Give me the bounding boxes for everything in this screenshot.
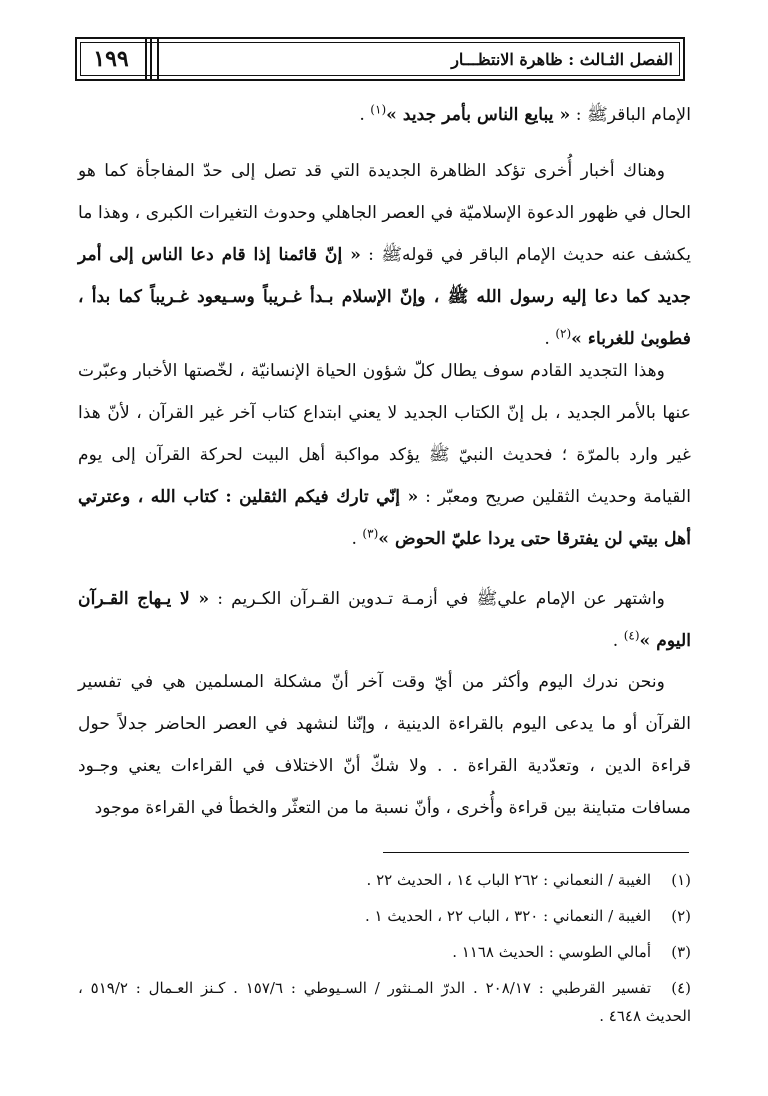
paragraph-text: . <box>351 529 363 549</box>
paragraph-text: . <box>359 105 371 125</box>
footnote-number: (٤) <box>671 979 692 997</box>
footnote-separator <box>383 852 689 853</box>
paragraph-text: واشتهر عن الإمام عليﷺ في أزمـة تـدوين القـرآن الكـريم : <box>209 589 665 609</box>
footnote <box>78 938 691 966</box>
footnote-ref[interactable]: (١) <box>370 102 387 117</box>
footnote-ref[interactable]: (٢) <box>555 326 572 341</box>
footnote-ref[interactable]: (٣) <box>362 526 379 541</box>
paragraph-text: . <box>612 631 624 651</box>
paragraph-text: الإمام الباقرﷺ : <box>570 105 691 125</box>
page-number: ١٩٩ <box>93 46 129 72</box>
footnote-number: (٣) <box>671 943 691 961</box>
footnotes <box>78 866 691 1038</box>
header-divider <box>145 39 147 79</box>
footnote <box>78 902 691 930</box>
footnote <box>78 974 691 1030</box>
paragraph-text: وهناك أخبار أُخرى تؤكد الظاهرة الجديدة التي قد تصل إلى حدّ المفاجأة كما هو الحال في ظهور الدعوة الإسلاميّة في العصر الجاهلي وحدوث التغيرات الكبرى ، وهذا ما يكشف عنه حديث الإمام الباقر في قولهﷺ : <box>78 161 691 265</box>
footnote-ref[interactable]: (٤) <box>623 628 640 643</box>
hadith-quote: « إنّ قائمنا إذا قام دعا الناس إلى أمر جديد كما دعا إليه رسول الله ﷺ ، وإنّ الإسلام بـدأ غـريباً وسـيعود غـريباً كما بدأ ، فطوبىٰ للغرباء » <box>78 245 691 349</box>
hadith-quote: « لا يـهاج القـرآن اليوم » <box>78 589 691 651</box>
paragraph-text: . <box>544 329 556 349</box>
running-header <box>75 37 685 81</box>
footnote <box>78 866 691 894</box>
hadith-quote: « يبايع الناس بأمر جديد » <box>386 105 571 125</box>
paragraph-text: وهذا التجديد القادم سوف يطال كلّ شؤون الحياة الإنسانيّة ، لخّصتها الأخبار وعبّرت عنها بالأمر الجديد ، بل إنّ الكتاب الجديد لا يعني ابتداع كتاب آخر غير القرآن ، لأنّ هذا غير وارد بالمرّة ؛ فحديث النبيّ ﷺ يؤكد مواكبة أهل البيت لحركة القرآن إلى يوم القيامة وحديث الثقلين صريح ومعبّر : <box>78 361 691 507</box>
header-divider <box>150 39 152 79</box>
hadith-quote: « إنّي تارك فيكم الثقلين : كتاب الله ، وعترتي أهل بيتي لن يفترقا حتى يردا عليّ الحوض » <box>78 487 691 549</box>
paragraph-1 <box>78 94 691 136</box>
paragraph-3 <box>78 350 691 560</box>
header-divider <box>157 39 159 79</box>
footnote-text: تفسير القرطبي : ٢٠٨/١٧ . الدرّ المـنثور / السـيوطي : ١٥٧/٦ . كـنز العـمال : ٥١٩/٢ ، الحديث ٤٦٤٨ . <box>78 979 691 1025</box>
footnote-number: (٢) <box>671 907 691 925</box>
paragraph-2 <box>78 150 691 360</box>
paragraph-4 <box>78 578 691 662</box>
footnote-text: الغيبة / النعماني : ٣٢٠ ، الباب ٢٢ ، الحديث ١ . <box>364 907 651 925</box>
paragraph-5 <box>78 661 691 829</box>
footnote-text: الغيبة / النعماني : ٢٦٢ الباب ١٤ ، الحديث ٢٢ . <box>366 871 651 889</box>
paragraph-text: ونحن ندرك اليوم وأكثر من أيّ وقت آخر أنّ مشكلة المسلمين هي في تفسير القرآن أو ما يدعى اليوم بالقراءة الدينية ، وإنّنا لنشهد في العصر الحاضر جدلاً حول قراءة الدين ، وتعدّدية القراءة . . ولا شكّ أنّ الاختلاف في القراءات يعني وجـود مسافات متباينة بين قراءة وأُخرى ، وأنّ نسبة ما من التعثّر والخطأ في القراءة موجود <box>78 672 691 818</box>
chapter-title: الفصل الثـالث : ظاهرة الانتظـــار <box>451 49 673 69</box>
footnote-number: (١) <box>671 871 691 889</box>
footnote-text: أمالي الطوسي : الحديث ١١٦٨ . <box>452 943 651 961</box>
